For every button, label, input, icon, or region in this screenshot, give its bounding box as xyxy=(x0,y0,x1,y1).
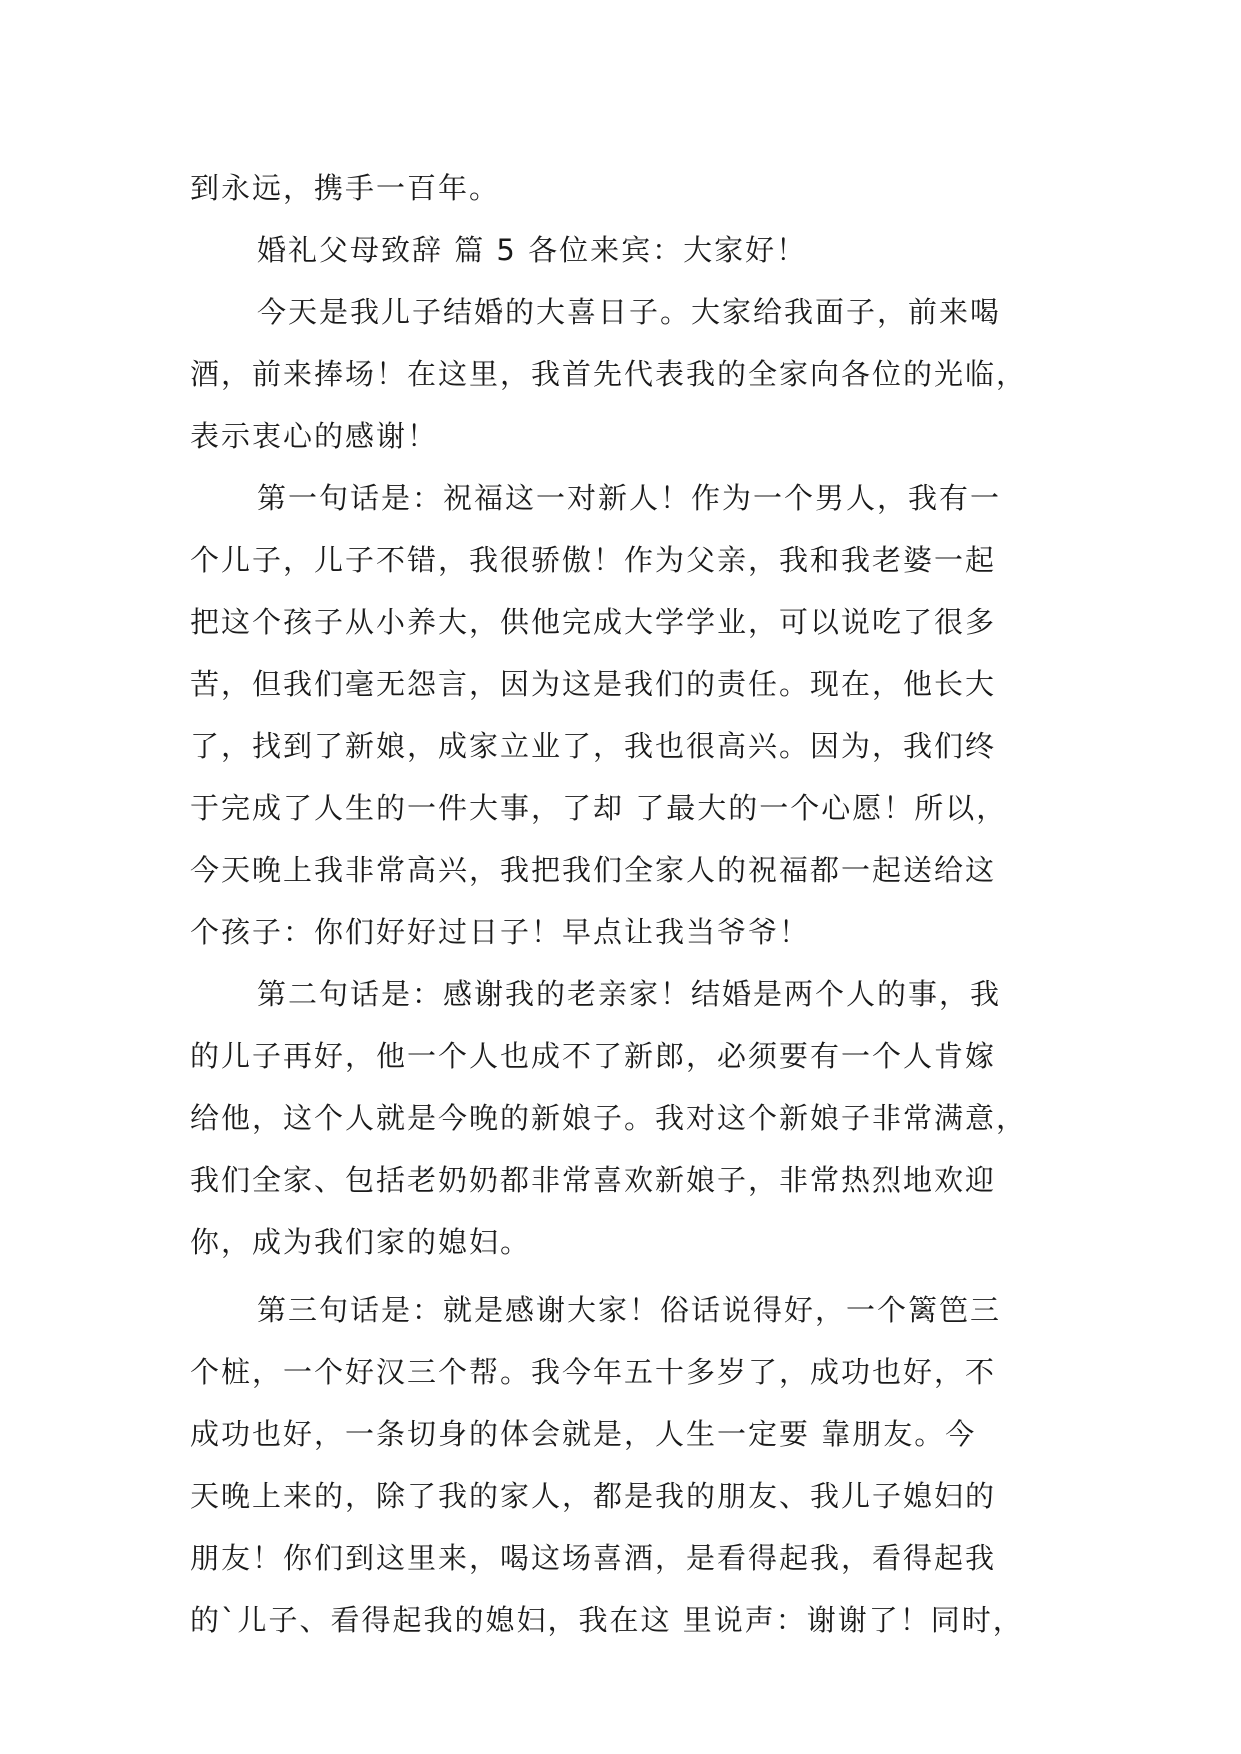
section-heading: 婚礼父母致辞 篇 5 各位来宾：大家好！ xyxy=(257,233,808,267)
text-line: 第二句话是：感谢我的老亲家！结婚是两个人的事，我 xyxy=(257,977,1002,1011)
text-line: 个儿子，儿子不错，我很骄傲！作为父亲，我和我老婆一起 xyxy=(190,543,997,577)
text-line: 朋友！你们到这里来，喝这场喜酒，是看得起我，看得起我 xyxy=(190,1541,997,1575)
text-line: 天晚上来的，除了我的家人，都是我的朋友、我儿子媳妇的 xyxy=(190,1479,997,1513)
text-line: 个桩，一个好汉三个帮。我今年五十多岁了，成功也好，不 xyxy=(190,1355,997,1389)
text-line: 你，成为我们家的媳妇。 xyxy=(190,1225,532,1259)
text-line: 第一句话是：祝福这一对新人！作为一个男人，我有一 xyxy=(257,481,1002,515)
text-line: 酒，前来捧场！在这里，我首先代表我的全家向各位的光临， xyxy=(190,357,1028,391)
text-line: 第三句话是：就是感谢大家！俗话说得好，一个篱笆三 xyxy=(257,1293,1002,1327)
text-line: 把这个孩子从小养大，供他完成大学学业，可以说吃了很多 xyxy=(190,605,997,639)
text-line: 到永远，携手一百年。 xyxy=(190,171,501,205)
text-line: 成功也好，一条切身的体会就是，人生一定要 靠朋友。今 xyxy=(190,1417,977,1451)
text-line: 表示衷心的感谢！ xyxy=(190,419,439,453)
text-line: 苦，但我们毫无怨言，因为这是我们的责任。现在，他长大 xyxy=(190,667,997,701)
text-line: 的儿子再好，他一个人也成不了新郎，必须要有一个人肯嫁 xyxy=(190,1039,997,1073)
text-line: 了，找到了新娘，成家立业了，我也很高兴。因为，我们终 xyxy=(190,729,997,763)
text-line: 今天晚上我非常高兴，我把我们全家人的祝福都一起送给这 xyxy=(190,853,997,887)
text-line: 于完成了人生的一件大事，了却 了最大的一个心愿！所以， xyxy=(190,791,1008,825)
text-line: 的`儿子、看得起我的媳妇，我在这 里说声：谢谢了！同时， xyxy=(190,1603,1024,1637)
text-line: 给他，这个人就是今晚的新娘子。我对这个新娘子非常满意， xyxy=(190,1101,1028,1135)
text-line: 今天是我儿子结婚的大喜日子。大家给我面子，前来喝 xyxy=(257,295,1002,329)
text-line: 个孩子：你们好好过日子！早点让我当爷爷！ xyxy=(190,915,811,949)
text-line: 我们全家、包括老奶奶都非常喜欢新娘子，非常热烈地欢迎 xyxy=(190,1163,997,1197)
